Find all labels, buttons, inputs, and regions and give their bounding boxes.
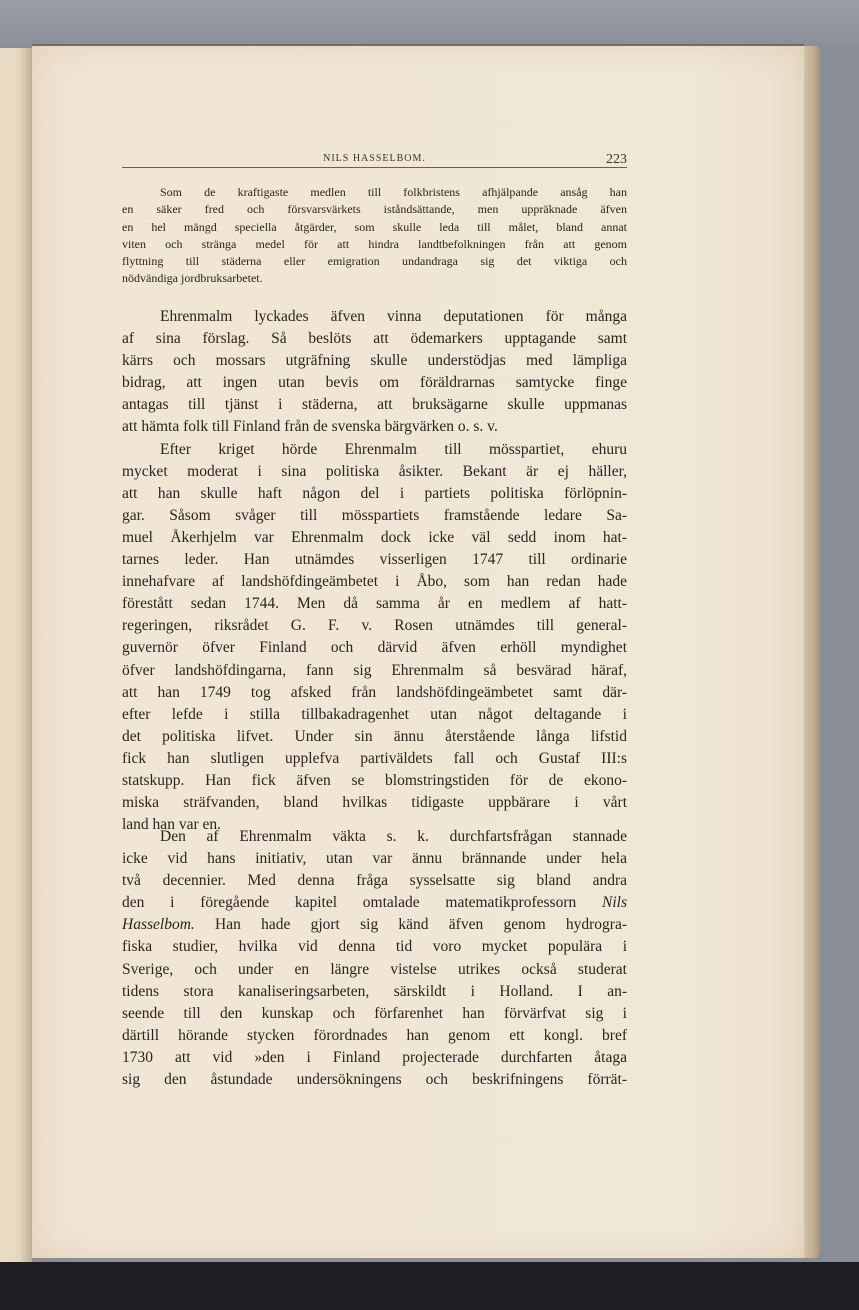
text-line: Efter kriget hörde Ehrenmalm till mösspartiet, ehuru xyxy=(160,440,627,458)
text-line: kärrs och mossars utgräfning skulle understödjas med lämpliga xyxy=(122,352,627,370)
text-line: muel Åkerhjelm var Ehrenmalm dock icke väl sedd inom hat- xyxy=(122,528,627,546)
text-line: förestått sedan 1744. Men då samma år en medlem af hatt- xyxy=(122,595,627,613)
text-line: seende till den kunskap och förfarenhet han förvärfvat sig i xyxy=(122,1004,627,1022)
text-line: gar. Såsom svåger till mösspartiets framstående ledare Sa- xyxy=(122,506,627,524)
header-rule xyxy=(122,167,627,168)
text-line: fick han slutligen upplefva partiväldets fall och Gustaf III:s xyxy=(122,749,627,767)
background-bottom xyxy=(0,1262,859,1310)
paragraph-1 xyxy=(122,184,627,288)
text-line: Den af Ehrenmalm väkta s. k. durchfartsfrågan stannade xyxy=(160,828,627,845)
text-line: guvernör öfver Finland och därvid äfven erhöll myndighet xyxy=(122,639,627,657)
text-line: bidrag, att ingen utan bevis om föräldrarnas samtycke finge xyxy=(122,374,627,392)
text-line: statskupp. Han fick äfven se blomstringstiden för de ekono- xyxy=(122,772,627,789)
text-line: tarnes leder. Han utnämdes visserligen 1747 till ordinarie xyxy=(122,551,627,569)
paragraph-2 xyxy=(122,306,627,439)
text-segment: Han hade gjort sig känd äfven genom hydrogra- xyxy=(215,916,627,934)
page-number: 223 xyxy=(606,152,627,167)
text-line: innehafvare af landshöfdingeämbetet i Åbo, som han redan hade xyxy=(122,573,627,591)
text-line: att han skulle haft någon del i partiets politiska förlöpnin- xyxy=(122,484,627,502)
text-segment: den i föregående kapitel omtalade matematikprofessorn xyxy=(122,894,577,912)
background-top xyxy=(0,0,859,45)
text-line: miska sträfvanden, bland hvilkas tidigaste uppbärare i vårt xyxy=(122,794,627,812)
text-line: att han 1749 tog afsked från landshöfdingeämbetet samt där- xyxy=(122,683,627,701)
text-line: efter lefde i stilla tillbakadragenhet utan något deltagande i xyxy=(122,705,627,723)
text-line: öfver landshöfdingarna, fann sig Ehrenmalm så besvärad häraf, xyxy=(122,661,627,679)
text-line: Sverige, och under en längre vistelse utrikes också studerat xyxy=(122,960,627,978)
italic-name: Nils xyxy=(602,894,627,912)
text-line: regeringen, riksrådet G. F. v. Rosen utnämdes till general- xyxy=(122,617,627,635)
text-line: att hämta folk till Finland från de svenska bärgvärken o. s. v. xyxy=(122,418,498,436)
text-line: fiska studier, hvilka vid denna tid voro mycket populära i xyxy=(122,938,627,956)
text-line: flyttning till städerna eller emigration undandraga sig det viktiga och xyxy=(122,254,627,269)
text-line: två decennier. Med denna fråga sysselsatte sig bland andra xyxy=(122,872,627,890)
text-line: viten och stränga medel för att hindra landtbefolkningen från att genom xyxy=(122,236,627,251)
text-line xyxy=(122,914,627,936)
text-line xyxy=(122,892,627,914)
text-line: nödvändiga jordbruksarbetet. xyxy=(122,271,263,286)
text-line: mycket moderat i sina politiska åsikter. Bekant är ej häller, xyxy=(122,462,627,480)
text-line: därtill hörande stycken förordnades han genom ett kongl. bref xyxy=(122,1026,627,1044)
text-line: tidens stora kanaliseringsarbeten, särskildt i Holland. I an- xyxy=(122,982,627,1000)
text-line: land han var en. xyxy=(122,816,221,834)
text-line: Som de kraftigaste medlen till folkbristens afhjälpande ansåg han xyxy=(160,185,627,199)
paragraph-4 xyxy=(122,826,627,1091)
italic-name: Hasselbom. xyxy=(122,916,195,934)
text-line: det politiska lifvet. Under sin ännu återstående långa lifstid xyxy=(122,727,627,745)
text-line: icke vid hans initiativ, utan var ännu brännande under hela xyxy=(122,850,627,868)
text-line: en säker fred och försvarsvärkets iståndsättande, men uppräknade äfven xyxy=(122,202,627,217)
text-line: 1730 att vid »den i Finland projecterade durchfarten åtaga xyxy=(122,1048,627,1066)
text-line: af sina förslag. Så beslöts att ödemarkers upptagande samt xyxy=(122,330,627,348)
facing-page-edge xyxy=(0,48,33,1262)
text-line: antagas till tjänst i städerna, att bruksägarne skulle uppmanas xyxy=(122,396,627,414)
text-line: sig den åstundade undersökningens och beskrifningens förrät- xyxy=(122,1071,627,1089)
paragraph-3 xyxy=(122,439,627,837)
running-head: NILS HASSELBOM. xyxy=(323,153,426,164)
text-line: en hel mängd speciella åtgärder, som skulle leda till målet, bland annat xyxy=(122,219,627,234)
text-line: Ehrenmalm lyckades äfven vinna deputationen för många xyxy=(160,308,627,325)
